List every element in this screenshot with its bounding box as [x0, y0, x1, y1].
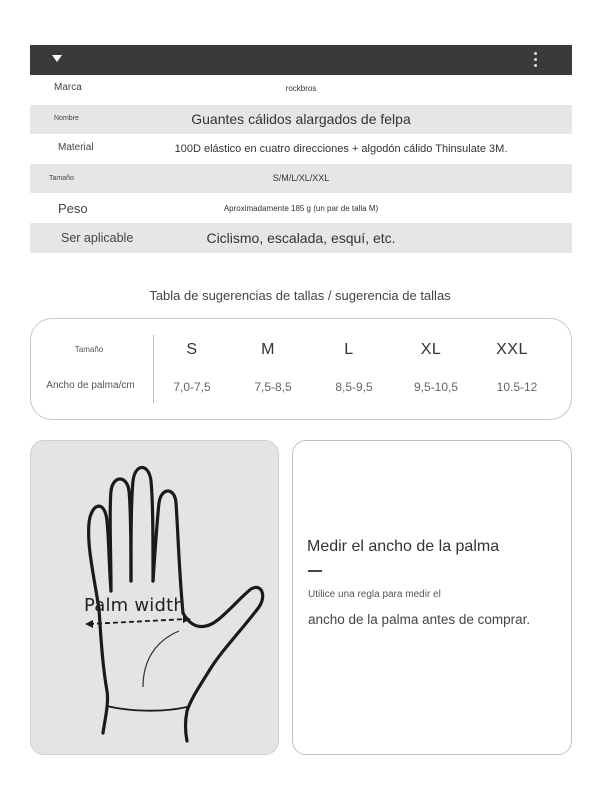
- spec-value: rockbros: [285, 84, 317, 93]
- size-table-title: Tabla de sugerencias de tallas / sugerencia de tallas: [149, 288, 451, 303]
- divider: [153, 335, 154, 403]
- spec-label: Nombre: [54, 115, 79, 122]
- spec-label: Marca: [54, 82, 82, 93]
- range-xl: 9,5-10,5: [413, 380, 459, 394]
- spec-row-size: [30, 164, 572, 193]
- hand-illustration-card: [30, 440, 279, 755]
- spec-label: Material: [58, 142, 94, 153]
- spec-value: S/M/L/XL/XXL: [272, 173, 330, 183]
- range-xxl: 10.5-12: [496, 380, 538, 394]
- size-m: M: [261, 341, 275, 358]
- palm-width-caption: Palm width: [84, 595, 185, 616]
- size-l: L: [344, 341, 354, 358]
- spec-row-brand: [30, 75, 572, 105]
- range-l: 8,5-9,5: [335, 380, 373, 394]
- spec-table: [30, 75, 572, 255]
- size-s: S: [186, 341, 198, 358]
- spec-value: Ciclismo, escalada, esquí, etc.: [206, 230, 396, 246]
- top-bar: [30, 45, 572, 75]
- spec-label: Ser aplicable: [61, 231, 134, 245]
- spec-row-material: [30, 134, 572, 164]
- spec-label: Peso: [58, 201, 88, 216]
- size-table: [30, 318, 572, 420]
- range-s: 7,0-7,5: [173, 380, 211, 394]
- measure-title: Medir el ancho de la palma: [307, 538, 500, 555]
- spec-row-weight: [30, 193, 572, 223]
- size-xxl: XXL: [496, 341, 528, 358]
- measure-line-1: Utilice una regla para medir el: [308, 589, 441, 600]
- spec-row-name: [30, 105, 572, 134]
- spec-value: Guantes cálidos alargados de felpa: [191, 111, 411, 127]
- title-underline: [308, 570, 322, 572]
- more-vertical-icon[interactable]: [534, 52, 538, 68]
- measure-info-card: [292, 440, 572, 755]
- palm-width-label: Ancho de palma/cm: [46, 380, 135, 391]
- spec-label: Tamaño: [49, 175, 74, 182]
- measure-line-2: ancho de la palma antes de comprar.: [308, 612, 531, 627]
- chevron-down-icon[interactable]: [52, 55, 62, 62]
- size-header-label: Tamaño: [74, 345, 104, 354]
- size-xl: XL: [420, 341, 442, 358]
- spec-value: 100D elástico en cuatro direcciones + algodón cálido Thinsulate 3M.: [174, 143, 508, 155]
- spec-value: Aproximadamente 185 g (un par de talla M): [223, 204, 379, 213]
- spec-row-applicable: [30, 223, 572, 253]
- range-m: 7,5-8,5: [254, 380, 292, 394]
